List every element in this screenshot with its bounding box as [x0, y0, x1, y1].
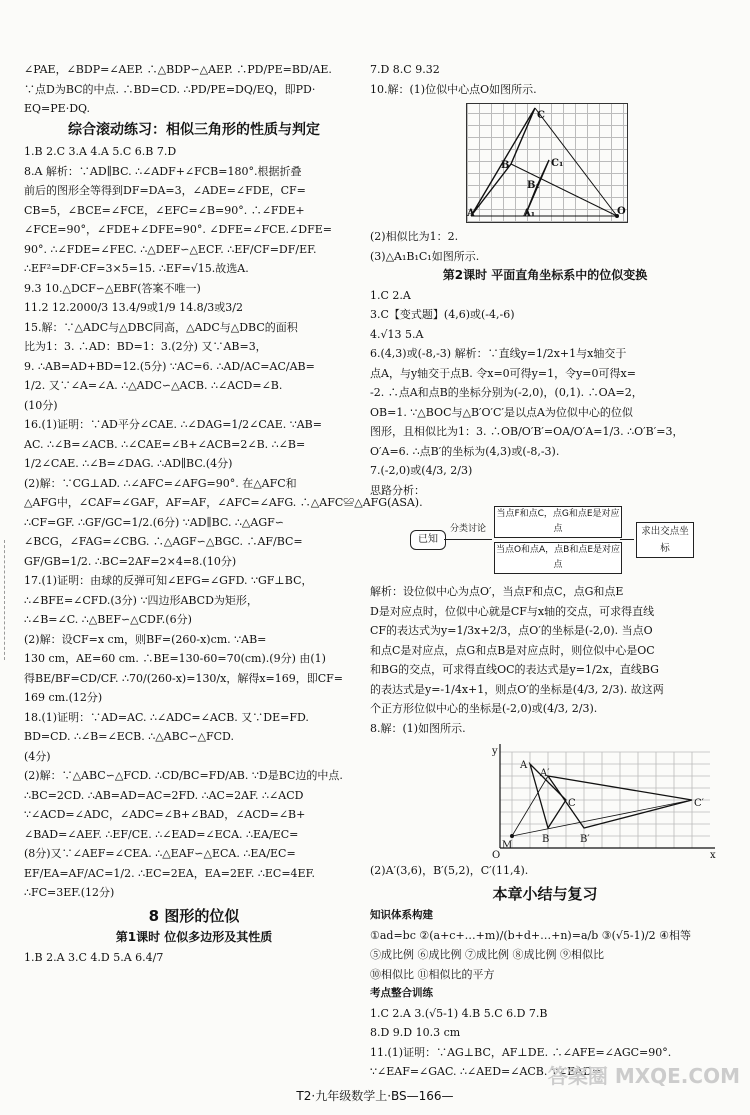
text-line: 130 cm，AE=60 cm. ∴BE=130-60=70(cm).(9分) 由(1) [24, 652, 326, 665]
text-line: (3)△A₁B₁C₁如图所示. [370, 249, 480, 263]
binding-margin [4, 540, 6, 660]
text-line: 8.D 9.D 10.3 cm [370, 1026, 461, 1039]
flow-branch-label: 分类讨论 [450, 524, 487, 534]
text-line: 7.(-2,0)或(4/3, 2/3) [370, 464, 473, 477]
text-line: -2. ∴点A和点B的坐标分别为(-2,0)，(0,1). ∴OA=2， [370, 386, 643, 399]
point-label: C [568, 798, 576, 809]
text-line: 9.3 10.△DCF∽△EBF(答案不唯一) [24, 281, 201, 295]
text-line: ∠FCE=90°，∠FDE+∠DFE=90°. ∠DFE=∠FCE.∠DFE= [24, 223, 332, 236]
text-line: 18.(1)证明：∵AD=AC. ∴∠ADC=∠ACB. 又∵DE=FD. [24, 710, 309, 724]
flow-start: 已知 [410, 530, 446, 550]
text-line: 17.(1)证明：由球的反弹可知∠EFG=∠GFD. ∵GF⊥BC， [24, 574, 313, 587]
point-label: C₁ [551, 158, 564, 169]
text-line: ①ad=bc ②(a+c+…+m)/(b+d+…+n)=a/b ③(√5-1)/2 ④相等 [370, 928, 691, 942]
text-line: 11.2 12.2000/3 13.4/9或1/9 14.8/3或3/2 [24, 301, 243, 314]
page-footer: T2·九年级数学上·BS—166— [296, 1089, 454, 1103]
text-line: 1.B 2.C 3.A 4.A 5.C 6.B 7.D [24, 145, 177, 158]
text-line: 点A，与y轴交于点B. 令x=0可得y=1，令y=0可得x= [370, 366, 636, 380]
chapter-8-title: 8 图形的位似 [148, 906, 240, 925]
text-line: EQ=PE·DQ. [24, 102, 90, 115]
text-line: GF/GB=1/2. ∴BC=2AF=2×4=8.(10分) [24, 554, 237, 568]
chapter-review-title: 本章小结与复习 [492, 884, 598, 903]
text-line: ∠BCG，∠FAG=∠CBG. ∴△AGF∽△BGC. ∴AF/BC= [24, 535, 303, 548]
text-line: CF的表达式为y=1/3x+2/3，点O′的坐标是(-2,0). 当点O [370, 624, 653, 637]
watermark: 答案圈 MXQE.COM [547, 1064, 740, 1088]
text-line: (2)解：∵CG⊥AD. ∴∠AFC=∠AFG=90°. 在△AFC和 [24, 476, 297, 490]
text-line: 6.(4,3)或(-8,-3) 解析：∵直线y=1/2x+1与x轴交于 [370, 347, 627, 360]
text-line: 15.解：∵△ADC与△DBC同高，△ADC与△DBC的面积 [24, 320, 298, 334]
knowledge-heading: 知识体系构建 [370, 909, 433, 921]
text-line: O′A=6. ∴点B′的坐标为(4,3)或(-8,-3). [370, 444, 560, 458]
text-line: ∴BC=2CD. ∴AB=AD=AC=2FD. ∴AC=2AF. ∴∠ACD [24, 788, 304, 802]
text-line: 7.D 8.C 9.32 [370, 63, 440, 76]
flow-case-2: 当点O和点A，点B和点E是对应点 [494, 542, 622, 574]
text-line: ∴∠B=∠C. ∴△BEF∽△CDF.(6分) [24, 613, 192, 626]
text-line: ∵∠EAF=∠GAC. ∴∠AED=∠ACB. ∵∠EAD= [370, 1065, 602, 1078]
text-line: 解析：设位似中心为点O′，当点F和点C，点G和点E [370, 585, 624, 598]
reasoning-flowchart [410, 504, 710, 576]
text-line: 比为1：3. ∴AD：BD=1：3.(2分) 又∵AB=3， [24, 340, 267, 353]
text-line: D是对应点时，位似中心就是CF与x轴的交点，可求得直线 [370, 604, 655, 618]
flow-arrow [444, 539, 492, 540]
lesson-2-title: 第2课时 平面直角坐标系中的位似变换 [442, 268, 648, 282]
text-line: 1/2∠CAE. ∴∠B=∠DAG. ∴AD∥BC.(4分) [24, 457, 233, 470]
point-label: B′ [580, 834, 590, 845]
point-label: B [501, 160, 510, 171]
text-line: BD=CD. ∴∠B=∠ECB. ∴△ABC∽△FCD. [24, 730, 234, 743]
text-line: ∵∠ACD=∠ADC，∠ADC=∠B+∠BAD，∠ACD=∠B+ [24, 808, 306, 821]
text-line: 思路分析： [370, 483, 425, 497]
text-line: 图形，且相似比为1：3. ∴OB/O′B′=OA/O′A=1/3. ∴O′B′=3， [370, 425, 684, 438]
text-line: (2)解：设CF=x cm，则BF=(260-x)cm. ∵AB= [24, 632, 267, 646]
axis-label: y [492, 746, 498, 757]
point-label: C [537, 110, 545, 121]
section-heading: 综合滚动练习：相似三角形的性质与判定 [68, 121, 320, 138]
exam-heading: 考点整合训练 [370, 987, 433, 999]
text-line: OB=1. ∵△BOC与△B′O′C′是以点A为位似中心的位似 [370, 405, 633, 419]
text-line: 的表达式是y=-1/4x+1，则点O′的坐标是(4/3, 2/3). 故这两 [370, 682, 664, 696]
text-line: 和点C是对应点，点G和点B是对应点时，则位似中心是OC [370, 643, 655, 657]
homothety-figure-2 [490, 742, 720, 861]
flow-end: 求出交点坐标 [636, 522, 694, 558]
text-line: ∠PAE，∠BDP=∠AEP. ∴△BDP∽△AEP. ∴PD/PE=BD/AE. [24, 63, 332, 76]
flow-arrow [620, 539, 634, 540]
text-line: 169 cm.(12分) [24, 691, 103, 704]
text-line: 1.C 2.A [370, 288, 411, 302]
right-column [370, 60, 720, 1082]
text-line: 8.A 解析：∵AD∥BC. ∴∠ADF+∠FCB=180°.根据折叠 [24, 164, 302, 178]
text-line: CB=5，∠BCE=∠FCE，∠EFC=∠B=90°. ∴∠FDE+ [24, 203, 305, 217]
text-line: (8分)又∵∠AEF=∠CEA. ∴△EAF∽△ECA. ∴EA/EC= [24, 847, 296, 860]
text-line: (2)解：∵△ABC∽△FCD. ∴CD/BC=FD/AB. ∵D是BC边的中点. [24, 769, 343, 782]
point-label: C′ [694, 798, 704, 809]
text-line: (2)相似比为1：2. [370, 230, 459, 243]
text-line: 10.解：(1)位似中心点O如图所示. [370, 82, 537, 96]
text-line: 3.C【变式题】(4,6)或(-4,-6) [370, 308, 515, 321]
text-line: 1/2. 又∵∠A=∠A. ∴△ADC∽△ACB. ∴∠ACD=∠B. [24, 379, 283, 392]
text-line: ∴CF=GF. ∴GF/GC=1/2.(6分) ∵AD∥BC. ∴△AGF∽ [24, 515, 284, 529]
text-line: ∴∠BFE=∠CFD.(3分) ∵四边形ABCD为矩形， [24, 593, 258, 607]
point-label: A′ [540, 768, 550, 779]
text-line: ⑤成比例 ⑥成比例 ⑦成比例 ⑧成比例 ⑨相似比 [370, 948, 604, 961]
homothety-figure-1 [466, 103, 628, 223]
text-line: ∴FC=3EF.(12分) [24, 886, 115, 899]
point-label: B₁ [527, 180, 540, 191]
text-line: ∵点D为BC的中点. ∴BD=CD. ∴PD/PE=DQ/EQ，即PD· [24, 82, 316, 96]
text-line: 90°. ∴∠FDE=∠FEC. ∴△DEF∽△ECF. ∴EF/CF=DF/EF. [24, 242, 317, 256]
ray-c [535, 108, 617, 216]
text-line: 16.(1)证明：∵AD平分∠CAE. ∴∠DAG=1/2∠CAE. ∵AB= [24, 418, 322, 431]
text-line: 4.√13 5.A [370, 327, 424, 341]
point-label: A [520, 760, 528, 771]
text-line: ∠BAD=∠AEF. ∴EF/CE. ∴∠EAD=∠ECA. ∴EA/EC= [24, 827, 299, 841]
flow-case-1: 当点F和点C，点G和点E是对应点 [494, 506, 622, 538]
axis-label: x [710, 850, 716, 861]
text-line: 1.B 2.A 3.C 4.D 5.A 6.4/7 [24, 950, 164, 964]
text-line: EF/EA=AF/AC=1/2. ∴EC=2EA，EA=2EF. ∴EC=4EF. [24, 866, 315, 880]
text-line: (2)A′(3,6)，B′(5,2)，C′(11,4). [370, 864, 529, 877]
text-line: 9. ∴AB=AD+BD=12.(5分) ∵AC=6. ∴AD/AC=AC/AB= [24, 359, 315, 373]
text-line: AC. ∴∠B=∠ACB. ∴∠CAE=∠B+∠ACB=2∠B. ∴∠B= [24, 437, 306, 451]
point-label: A [467, 208, 475, 219]
lesson-1-title: 第1课时 位似多边形及其性质 [115, 930, 273, 944]
text-line: 11.(1)证明：∵AG⊥BC，AF⊥DE. ∴∠AFE=∠AGC=90°. [370, 1045, 672, 1059]
text-line: 得BE/BF=CD/CF. ∴70/(260-x)=130/x，解得x=169，即CF= [24, 671, 344, 685]
text-line: 8.解：(1)如图所示. [370, 721, 466, 735]
point-label: A₁ [523, 208, 536, 219]
text-line: 前后的图形全等得到DF=DA=3，∠ADE=∠FDE，CF= [24, 184, 306, 197]
text-line: 1.C 2.A 3.(√5-1) 4.B 5.C 6.D 7.B [370, 1006, 548, 1020]
text-line: (4分) [24, 749, 51, 763]
text-line: 个正方形位似中心的坐标是(-2,0)或(4/3, 2/3). [370, 702, 598, 715]
text-line: (10分) [24, 398, 58, 412]
text-line: △AFG中，∠CAF=∠GAF，AF=AF，∠AFC=∠AFG. ∴△AFC≌△AFG(ASA). [24, 496, 423, 509]
point-label: M [502, 840, 513, 851]
point-label: B [542, 834, 550, 845]
text-line: ⑩相似比 ⑪相似比的平方 [370, 967, 495, 981]
text-line: 和BG的交点，可求得直线OC的表达式是y=1/2x，直线BG [370, 663, 659, 676]
origin-label: O [492, 850, 501, 861]
point-label: O [617, 206, 626, 217]
text-line: ∴EF²=DF·CF=3×5=15. ∴EF=√15.故选A. [24, 262, 249, 275]
